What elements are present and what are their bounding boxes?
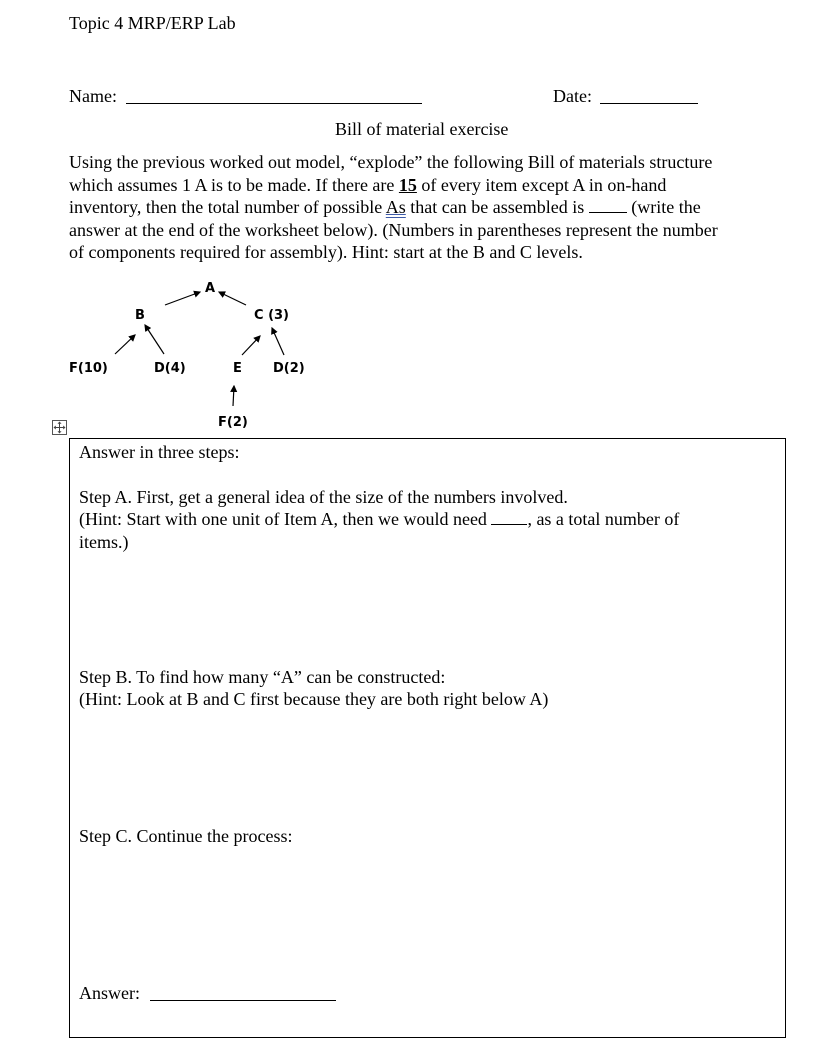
step-b-hint: (Hint: Look at B and C first because they are both right below A) (79, 689, 549, 709)
paragraph-text: inventory, then the total number of possible (69, 197, 386, 217)
paragraph-text: that can be assembled is (405, 197, 589, 217)
node-d4: D(4) (154, 361, 186, 376)
paragraph-text: of every item except A in on-hand (416, 174, 667, 195)
paragraph-line (69, 174, 799, 197)
edge-f2-e (233, 386, 234, 406)
date-label: Date: (553, 86, 592, 106)
node-a: A (205, 281, 216, 296)
edge-f10-b (115, 335, 135, 354)
quantity-15: 15 (398, 174, 417, 195)
paragraph-line: of components required for assembly). Hint: start at the B and C levels. (69, 242, 583, 262)
move-arrows-icon (53, 421, 66, 434)
node-c: C (3) (254, 308, 289, 323)
step-b-line: Step B. To find how many “A” can be constructed: (79, 667, 446, 687)
exercise-title: Bill of material exercise (335, 119, 509, 139)
node-f2: F(2) (218, 415, 248, 430)
table-move-handle[interactable] (52, 420, 67, 435)
name-field[interactable] (126, 103, 422, 104)
node-f10: F(10) (69, 361, 108, 376)
paragraph-line: Using the previous worked out model, “explode” the following Bill of materials structure (69, 152, 713, 172)
node-e: E (233, 361, 242, 376)
page-title: Topic 4 MRP/ERP Lab (69, 13, 236, 33)
edge-d2-c (272, 328, 284, 355)
answer-blank[interactable] (589, 198, 627, 213)
step-a-hint (79, 508, 679, 530)
answer-field[interactable] (150, 1000, 336, 1001)
node-b: B (135, 308, 145, 323)
step-a-hint-text: (Hint: Start with one unit of Item A, then we would need (79, 509, 492, 529)
as-word: As (385, 197, 406, 217)
step-a-line: Step A. First, get a general idea of the size of the numbers involved. (79, 487, 568, 507)
instruction-paragraph (69, 151, 799, 264)
step-c-line: Step C. Continue the process: (79, 826, 293, 846)
answer-heading: Answer in three steps: (79, 442, 240, 462)
edge-e-c (242, 336, 260, 355)
step-a-blank[interactable] (491, 510, 527, 525)
edge-b-a (165, 292, 200, 305)
paragraph-text: which assumes 1 A is to be made. If there are (69, 174, 399, 195)
edge-c-a (219, 292, 246, 305)
paragraph-text: (write the (626, 197, 701, 217)
step-a-line: items.) (79, 532, 129, 552)
node-d2: D(2) (273, 361, 305, 376)
step-a-hint-text: , as a total number of (527, 509, 680, 529)
date-field[interactable] (600, 103, 698, 104)
paragraph-line: answer at the end of the worksheet below). (Numbers in parentheses represent the number (69, 219, 718, 240)
paragraph-line (69, 196, 799, 219)
name-label: Name: (69, 86, 117, 106)
answer-label: Answer: (79, 983, 140, 1003)
edge-d4-b (145, 325, 164, 354)
